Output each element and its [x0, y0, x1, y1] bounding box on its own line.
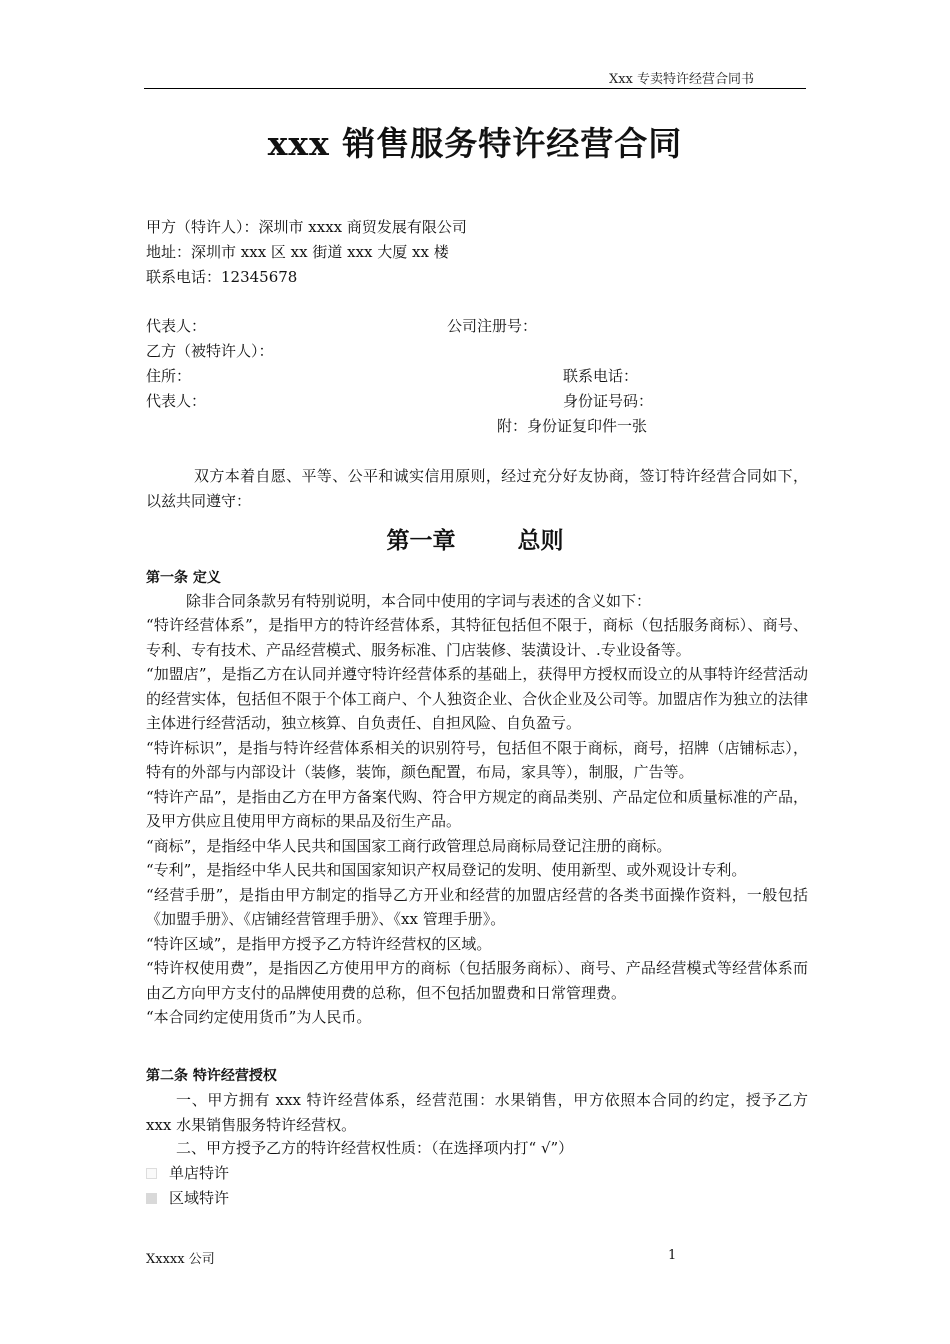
attachment-note: 附：身份证复印件一张	[497, 417, 648, 435]
article-2-heading: 第二条 特许经营授权	[146, 1068, 277, 1084]
party-a-phone: 联系电话：12345678	[146, 268, 298, 286]
definition-item: “经营手册”，是指由甲方制定的指导乙方开业和经营的加盟店经营的各类书面操作资料，一般包括《加盟手册》、《店铺经营管理手册》、《xx 管理手册》。	[146, 885, 808, 928]
definition-item: “加盟店”，是指乙方在认同并遵守特许经营体系的基础上，获得甲方授权而设立的从事特许经营活动的经营实体，包括但不限于个体工商户、个人独资企业、合伙企业及公司等。加盟店作为独立的法律主体进行经营活动，独立核算、自负责任、自担风险、自负盈亏。	[146, 665, 808, 732]
option-label: 区域特许	[169, 1189, 230, 1207]
company-reg-no-label: 公司注册号：	[447, 317, 538, 335]
definition-item: “特许产品”，是指由乙方在甲方备案代购、符合甲方规定的商品类别、产品定位和质量标准的产品，及甲方供应且使用甲方商标的果品及衍生产品。	[146, 787, 808, 830]
definition-item: “特许经营体系”，是指甲方的特许经营体系，其特征包括但不限于，商标（包括服务商标）、商号、专利、专有技术、产品经营模式、服务标准、门店装修、装潢设计、.专业设备等。	[146, 616, 808, 659]
residence-label: 住所：	[146, 367, 192, 385]
checkbox-icon[interactable]	[146, 1193, 157, 1204]
article-1-intro: 除非合同条款另有特别说明，本合同中使用的字词与表述的含义如下：	[186, 592, 652, 610]
page-number: 1	[668, 1248, 677, 1263]
running-header: Xxx 专卖特许经营合同书	[608, 72, 754, 87]
contact-phone-label: 联系电话：	[563, 367, 639, 385]
party-a-address: 地址：深圳市 xxx 区 xx 街道 xxx 大厦 xx 楼	[146, 243, 449, 261]
header-rule	[144, 88, 806, 89]
party-b-label: 乙方（被特许人）：	[146, 342, 274, 360]
chapter-name: 总则	[517, 527, 564, 554]
footer-company: Xxxxx 公司	[146, 1252, 215, 1267]
checkbox-icon[interactable]	[146, 1168, 157, 1179]
preamble-paragraph: 双方本着自愿、平等、公平和诚实信用原则，经过充分好友协商，签订特许经营合同如下，以兹共同遵守：	[146, 467, 808, 510]
definition-item: “本合同约定使用货币”为人民币。	[146, 1008, 372, 1026]
definition-item: “特许区域”，是指甲方授予乙方特许经营权的区域。	[146, 934, 492, 953]
chapter-heading	[0, 522, 950, 555]
representative-a-label: 代表人：	[146, 317, 207, 335]
article-2-clause-2: 二、甲方授予乙方的特许经营权性质：（在选择项内打“ √”）	[176, 1139, 574, 1157]
option-single-store[interactable]	[146, 1161, 229, 1185]
definition-item: “特许权使用费”，是指因乙方使用甲方的商标（包括服务商标）、商号、产品经营模式等经营体系而由乙方向甲方支付的品牌使用费的总称，但不包括加盟费和日常管理费。	[146, 959, 808, 1002]
option-label: 单店特许	[169, 1164, 230, 1182]
article-2-clause-1: 一、甲方拥有 xxx 特许经营体系，经营范围：水果销售，甲方依照本合同的约定，授予乙方 xxx 水果销售服务特许经营权。	[146, 1091, 808, 1134]
chapter-number: 第一章	[386, 527, 456, 554]
document-title: xxx 销售服务特许经营合同	[267, 124, 683, 163]
definition-item: “专利”，是指经中华人民共和国国家知识产权局登记的发明、使用新型、或外观设计专利。	[146, 861, 747, 879]
definitions-list	[146, 613, 808, 1030]
id-number-label: 身份证号码：	[563, 392, 654, 410]
representative-b-label: 代表人：	[146, 392, 207, 410]
party-a-name: 甲方（特许人）：深圳市 xxxx 商贸发展有限公司	[146, 218, 467, 236]
definition-item: “商标”，是指经中华人民共和国国家工商行政管理总局商标局登记注册的商标。	[146, 836, 672, 855]
definition-item: “特许标识”，是指与特许经营体系相关的识别符号，包括但不限于商标，商号，招牌（店铺标志），特有的外部与内部设计（装修，装饰，颜色配置，布局，家具等），制服，广告等。	[146, 738, 808, 781]
option-regional[interactable]	[146, 1186, 229, 1210]
article-1-heading: 第一条 定义	[146, 570, 221, 586]
